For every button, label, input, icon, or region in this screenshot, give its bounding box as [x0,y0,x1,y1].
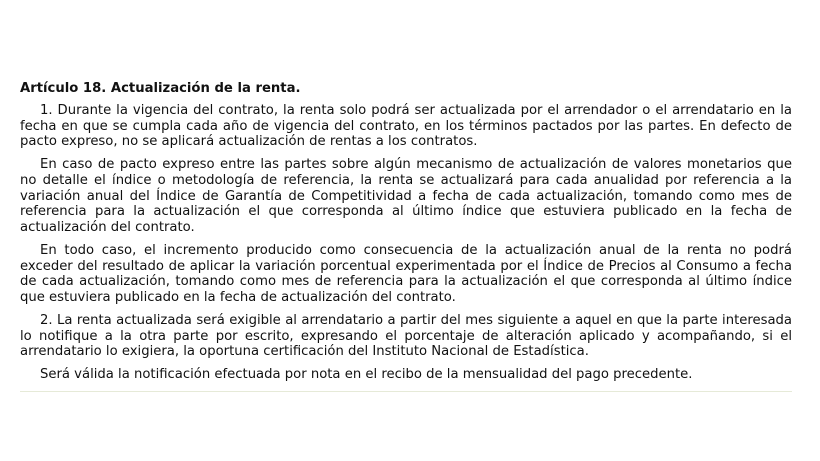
paragraph-1: 1. Durante la vigencia del contrato, la renta solo podrá ser actualizada por el arrendador o el arrendatario en la fecha en que se cumpla cada año de vigencia del contrato, en los términos pactados por las partes. En defecto de pacto expreso, no se aplicará actualización de rentas a los contratos. [20,103,792,150]
paragraph-4: 2. La renta actualizada será exigible al arrendatario a partir del mes siguiente a aquel en que la parte interesada lo notifique a la otra parte por escrito, expresando el porcentaje de alteración aplicado y acompañando, si el arrendatario lo exigiera, la oportuna certificación del Instituto Nacional de Estadística. [20,312,792,360]
article-title: Artículo 18. Actualización de la renta. [20,81,301,96]
bottom-divider [20,391,792,392]
paragraph-2: En caso de pacto expreso entre las partes sobre algún mecanismo de actualización de valores monetarios que no detalle el índice o metodología de referencia, la renta se actualizará para cada anualidad por referencia a la variación anual del Índice de Garantía de Competitividad a fecha de cada actualización, tomando como mes de referencia para la actualización el que corresponda al último índice que estuviera publicado en la fecha de actualización del contrato. [20,157,792,235]
article-section [20,80,792,390]
paragraph-5: Será válida la notificación efectuada por nota en el recibo de la mensualidad del pago precedente. [40,367,693,383]
paragraph-3: En todo caso, el incremento producido como consecuencia de la actualización anual de la renta no podrá exceder del resultado de aplicar la variación porcentual experimentada por el Índice de Precios al Consumo a fecha de cada actualización, tomando como mes de referencia para la actualización el que corresponda al último índice que estuviera publicado en la fecha de actualización del contrato. [20,242,792,305]
